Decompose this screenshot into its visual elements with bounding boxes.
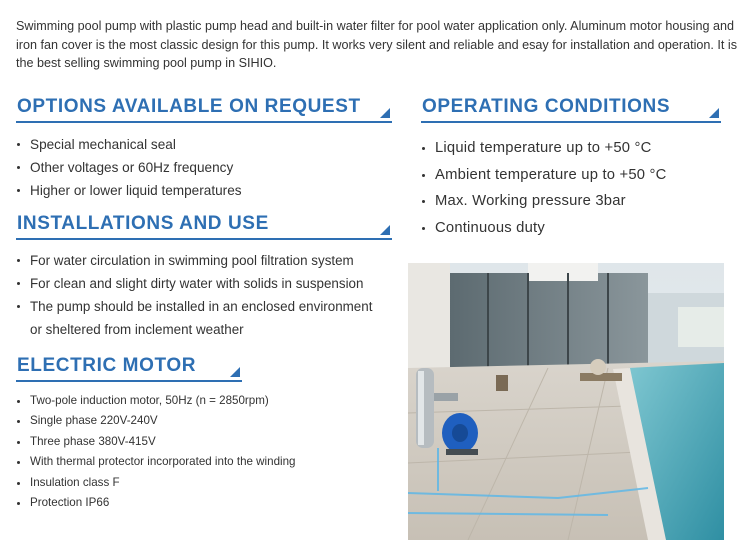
operating-title: OPERATING CONDITIONS [422,96,671,117]
list-item: Single phase 220V-240V [16,411,296,431]
list-item: Other voltages or 60Hz frequency [16,156,242,179]
intro-paragraph: Swimming pool pump with plastic pump head and built-in water filter for pool water application only. Aluminum motor housing and iron fan cover is the most classic design for this pump. It works very silent and reliable and esay for installation and operation. It is the best selling swimming pool pump in SIHIO. [16,19,737,70]
installations-list [16,249,372,341]
list-item-continuation: or sheltered from inclement weather [30,322,244,337]
corner-arrow-icon [379,224,391,236]
list-item: The pump should be installed in an enclosed environment [16,295,372,318]
options-title: OPTIONS AVAILABLE ON REQUEST [17,96,361,117]
list-item: For water circulation in swimming pool filtration system [16,249,372,272]
list-item: Ambient temperature up to +50 °C [421,162,667,189]
list-item: For clean and slight dirty water with solids in suspension [16,272,372,295]
operating-list [421,135,667,241]
list-item: Three phase 380V-415V [16,432,296,452]
corner-arrow-icon [229,366,241,378]
motor-list [16,391,296,513]
pool-pump-photo [408,263,724,540]
corner-arrow-icon [708,107,720,119]
options-heading [16,93,392,123]
list-item: With thermal protector incorporated into the winding [16,452,296,472]
list-item: Insulation class F [16,473,296,493]
list-item: Special mechanical seal [16,133,242,156]
installations-heading [16,210,392,240]
options-list [16,133,242,202]
operating-heading [421,93,721,123]
corner-arrow-icon [379,107,391,119]
list-item: Higher or lower liquid temperatures [16,179,242,202]
list-item: Two-pole induction motor, 50Hz (n = 2850rpm) [16,391,296,411]
list-item: Liquid temperature up to +50 °C [421,135,667,162]
list-item: Continuous duty [421,215,667,242]
installations-title: INSTALLATIONS AND USE [17,213,269,234]
motor-heading [16,352,242,382]
list-item: Protection IP66 [16,493,296,513]
motor-title: ELECTRIC MOTOR [17,355,197,376]
list-item: Max. Working pressure 3bar [421,188,667,215]
